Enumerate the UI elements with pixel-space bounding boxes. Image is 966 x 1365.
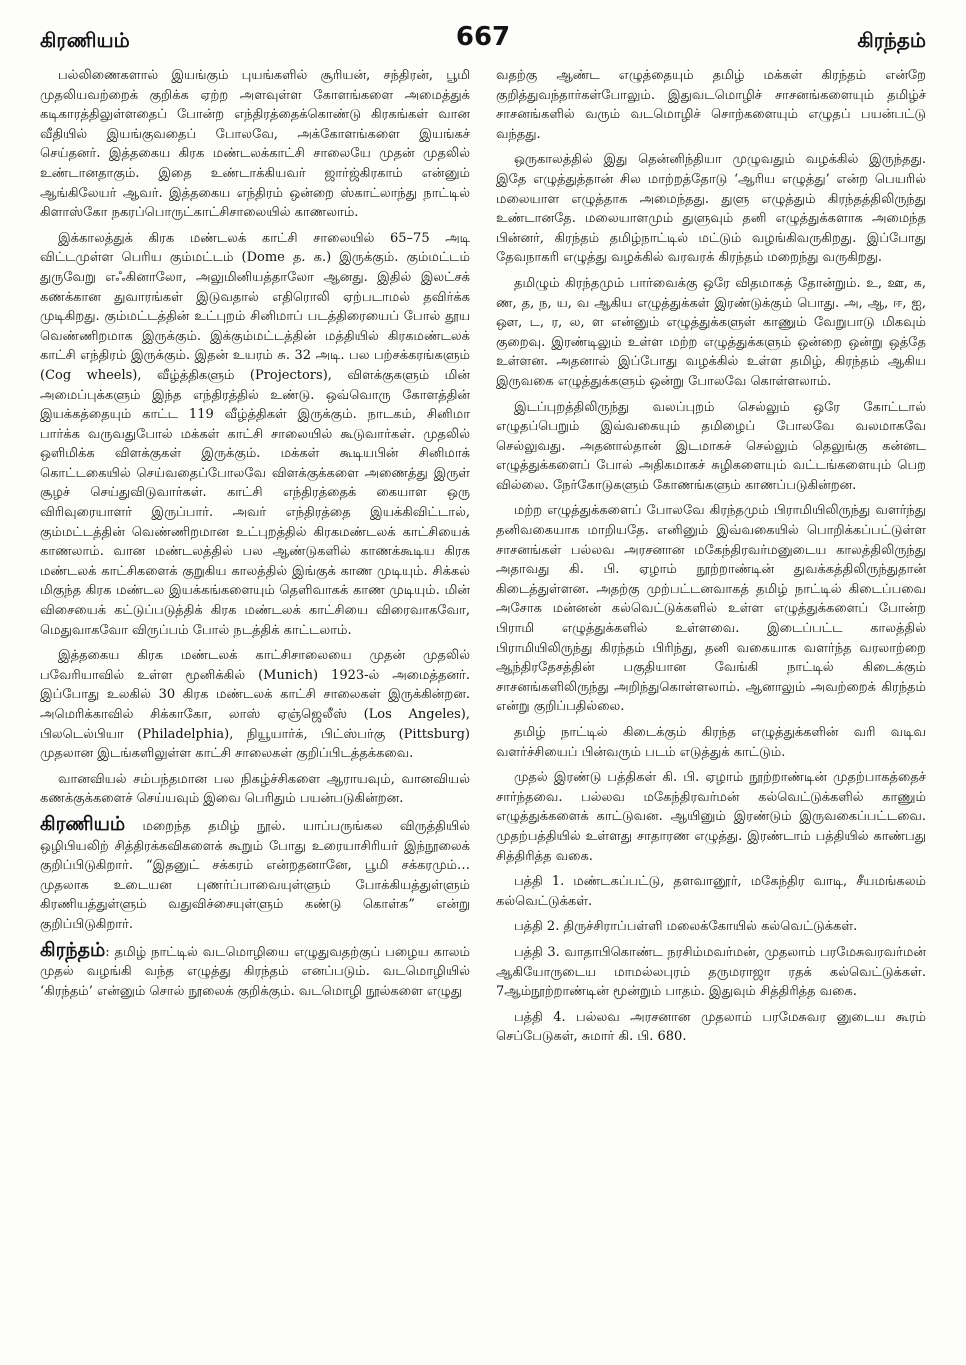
- page-header: [40, 22, 926, 62]
- paragraph: தமிழும் கிரந்தமும் பார்வைக்கு ஒரே விதமாகத் தோன்றும். உ, ஊ, க, ண, த, ந, ய, வ ஆகிய எழுத்துக்கள் இரண்டுக்கும் பொது. அ, ஆ, ஈ, ஐ, ஔ, ட, ர, ல, ள என்னும் எழுத்துக்களுள் காணும் வேறுபாடு மிகவும் குறைவு. இரண்டிலும் உள்ள மற்ற எழுத்துக்களும் ஒன்றை ஒன்று ஒத்தே உள்ளன. அதனால் இப்போது வழக்கில் உள்ள தமிழ், கிரந்தம் ஆகிய இருவகை எழுத்துக்களும் ஒன்று போலவே கொள்ளலாம்.: [496, 275, 926, 389]
- entry-headword: கிரந்தம்: [40, 938, 106, 961]
- paragraph: ஒருகாலத்தில் இது தென்னிந்தியா முழுவதும் வழக்கில் இருந்தது. இதே எழுத்துத்தான் சில மாற்றத்தோடு ‘ஆரிய எழுத்து’ என்ற பெயரில் மலையாள எழுத்தாக அமைந்தது. துளு எழுத்தும் கிரந்தத்திலிருந்து உண்டானதே. மலையாளமும் துளுவும் தனி எழுத்துக்களாக அமைந்த பின்னர், கிரந்தம் தமிழ்நாட்டில் மட்டும் வழங்கிவருகிறது. இப்போது தேவநாகரி எழுத்து வழக்கில் வரவரக் கிரந்தம் மறைந்து வருகிறது.: [496, 152, 926, 266]
- paragraph: பத்தி 2. திருச்சிராப்பள்ளி மலைக்கோயில் கல்வெட்டுக்கள்.: [514, 919, 858, 935]
- paragraph: இத்தகைய கிரக மண்டலக் காட்சிசாலையை முதன் முதலில் பவேரியாவில் உள்ள மூனிக்கில் (Munich) 1923-ல் அமைத்தனர். இப்போது உலகில் 30 கிரக மண்டலக் காட்சி சாலைகள் இருக்கின்றன. அமெரிக்காவில் சிக்காகோ, லாஸ் ஏஞ்ஜெலீஸ் (Los Angeles), பிலடெல்பியா (Philadelphia), நியூயார்க், பிட்ஸ்பர்கு (Pittsburg) முதலான இடங்களிலுள்ள காட்சி சாலைகள் குறிப்பிடத்தக்கவை.: [40, 648, 470, 762]
- page-number: 667: [455, 22, 511, 52]
- paragraph: பத்தி 4. பல்லவ அரசனான முதலாம் பரமேசுவர னுடைய கூரம் செப்பேடுகள், சுமார் கி. பி. 680.: [496, 1009, 926, 1045]
- paragraph: பல்லிணைகளால் இயங்கும் புயங்களில் சூரியன், சந்திரன், பூமி முதலியவற்றைக் குறிக்க ஏற்ற அளவுள்ள கோளங்களை அமைத்துக் கடிகாரத்திலுள்ளதைப் போன்ற எந்திரத்தைக்கொண்டு கிரகங்கள் வான வீதியில் இயங்குவதைப் போலவே, அக்கோளங்களை இயங்கச் செய்தனர். இத்தகைய கிரக மண்டலக்காட்சி சாலையே முதன் முதலில் உண்டானதாகும். இதை உண்டாக்கியவர் ஜார்ஜ்கிரகாம் என்னும் ஆங்கிலேயர் ஆவர். இத்தகைய எந்திரம் ஒன்றை ஸ்காட்லாந்து நாட்டில் கிளாஸ்கோ நகரப்பொருட்காட்சிசாலையில் காணலாம்.: [40, 68, 470, 221]
- running-head-left: கிரணியம்: [40, 28, 130, 52]
- entry-kirantham: [40, 938, 470, 1002]
- entry-text: மறைந்த தமிழ் நூல். யாப்பருங்கல விருத்தியில் ஒழிபியலிற் சித்திரக்கவிகளைக் கூறும் போது உரையாசிரியர் இந்நூலைக் குறிப்பிடுகிறார். “இதனுட் சக்கரம் என்றதனானே, பூமி சக்கரமும்… முதலாக உடையன புணர்ப்பாவையுள்ளும் போக்கியத்துள்ளும் கிரணியத்துள்ளும் வதுவிச்சையுள்ளும் கண்டு கொள்க” என்று குறிப்பிடுகிறார்.: [40, 818, 470, 932]
- paragraph: முதல் இரண்டு பத்திகள் கி. பி. ஏழாம் நூற்றாண்டின் முதற்பாகத்தைச் சார்ந்தவை. பல்லவ மகேந்திரவர்மன் கல்வெட்டுக்களில் காணும் எழுத்துக்களைக் காட்டுவன. ஆயினும் இரண்டும் இருவகைப்பட்டவை. முதற்பத்தியில் உள்ளது சாதாரண எழுத்து. இரண்டாம் பத்தியில் காண்பது சித்திரித்த வகை.: [496, 770, 926, 864]
- paragraph: வானவியல் சம்பந்தமான பல நிகழ்ச்சிகளை ஆராயவும், வானவியல் கணக்குக்களைச் செய்யவும் இவை பெரிதும் பயன்படுகின்றன.: [40, 771, 470, 807]
- paragraph: இக்காலத்துக் கிரக மண்டலக் காட்சி சாலையில் 65–75 அடி விட்டமுள்ள பெரிய கும்மட்டம் (Dome த. க.) இருக்கும். கும்மட்டம் துருவேறு எஃகினாலோ, அலுமினியத்தாலோ ஆனது. இதில் இலட்சக் கணக்கான துவாரங்கள் இடுவதால் எதிரொலி ஏற்படாமல் தவிர்க்க முடிகிறது. கும்மட்டத்தின் உட்புறம் சினிமாப் படத்திரையைப் போல் தூய வெண்ணிறமாக இருக்கும். இக்கும்மட்டத்தின் மத்தியில் கிரகமண்டலக் காட்சி எந்திரம் இருக்கும். இதன் உயரம் சு. 32 அடி. பல பற்சக்கரங்களும் (Cog wheels), வீழ்த்திகளும் (Projectors), விளக்குகளும் மின் அமைப்புக்களும் இந்த எந்திரத்தில் உண்டு. ஒவ்வொரு கோளத்தின் இயக்கத்தையும் காட்ட 119 வீழ்த்திகள் இருக்கும். நாடகம், சினிமா பார்க்க வருவதுபோல் மக்கள் காட்சி சாலையில் கூடுவார்கள். முதலில் ஒளிமிக்க விளக்குகள் இருக்கும். மக்கள் கூடியபின் சினிமாக் கொட்டகையில் செய்வதைப்போலவே விளக்குக்களை அணைத்து இருள் சூழச் செய்துவிடுவார்கள். காட்சி எந்திரத்தைக் கையாள ஒரு விரிவுரையாளர் இருப்பார். அவர் எந்திரத்தை இயக்கிவிட்டால், கும்மட்டத்தின் வெண்ணிறமான உட்புறத்தில் கிரகமண்டலக் காட்சியைக் காணலாம். வான மண்டலத்தில் பல ஆண்டுகளில் காணக்கூடிய கிரக மண்டலக் காட்சிகளைக் குறுகிய காலத்தில் இங்குக் காண முடியும். சிக்கல் மிகுந்த கிரக மண்டல இயக்கங்களையும் தெளிவாகக் காண முடியும். மின் விசையைக் கட்டுப்படுத்திக் கிரக மண்டலக் காட்சியை விரைவாகவோ, மெதுவாகவோ விருப்பம் போல் நடத்திக் காட்டலாம்.: [40, 230, 470, 638]
- paragraph: இடப்புறத்திலிருந்து வலப்புறம் செல்லும் ஒரே கோட்டால் எழுதப்பெறும் இவ்வகையும் தமிழைப் போலவே வலமாகவே செல்லுவது. அதனால்தான் இடமாகச் செல்லும் தெலுங்கு கன்னட எழுத்துக்களைப் போல் அதிகமாகச் சுழிகளையும் வட்டங்களையும் பெற வில்லை. நேர்கோடுகளும் கோணங்களும் காணப்படுகின்றன.: [496, 399, 926, 493]
- right-column: [496, 66, 926, 1053]
- entry-headword: கிரணியம்: [40, 812, 126, 835]
- paragraph: வதற்கு ஆண்ட எழுத்தையும் தமிழ் மக்கள் கிரந்தம் என்றே குறித்துவந்தார்கள்போலும். இதுவடமொழிச் சாசனங்களையும் தமிழ்ச் சாசனங்களில் வரும் வடமொழிச் சொற்களையும் எழுதப் பயன்பட்டு வந்தது.: [496, 68, 926, 142]
- paragraph: மற்ற எழுத்துக்களைப் போலவே கிரந்தமும் பிராமியிலிருந்து வளர்ந்து தனிவகையாக மாறியதே. எனினும் இவ்வகையில் பொறிக்கப்பட்டுள்ள சாசனங்கள் பல்லவ அரசனான மகேந்திரவர்மனுடைய காலத்திலிருந்து அதாவது கி. பி. ஏழாம் நூற்றாண்டின் துவக்கத்திலிருந்துதான் கிடைத்துள்ளன. அதற்கு முற்பட்டனவாகத் தமிழ் நாட்டில் கிடைப்பவை அசோக மன்னன் கல்வெட்டுக்களில் உள்ள எழுத்துக்களைப் போன்ற பிராமி எழுத்துக்களில் உள்ளவை. இடைப்பட்ட காலத்தில் பிராமியிலிருந்து கிரந்தம் பிரிந்து, தனி வகையாக வளர்ந்த வரலாற்றை ஆந்திரதேசத்தின் பகுதியான வேங்கி நாட்டில் கிடைக்கும் சாசனங்களிலிருந்து அறிந்துகொள்ளலாம். ஆனாலும் அவற்றைக் கிரந்தம் என்று குறிப்பதில்லை.: [496, 503, 926, 715]
- running-head-right: கிரந்தம்: [857, 28, 926, 52]
- paragraph: பத்தி 1. மண்டகப்பட்டு, தளவானூர், மகேந்திர வாடி, சீயமங்கலம் கல்வெட்டுக்கள்.: [496, 874, 926, 909]
- paragraph: தமிழ் நாட்டில் கிடைக்கும் கிரந்த எழுத்துக்களின் வரி வடிவ வளர்ச்சியைப் பின்வரும் படம் எடுத்துக் காட்டும்.: [496, 725, 926, 760]
- left-column: [40, 66, 470, 1053]
- entry-kiraniyam: [40, 812, 470, 935]
- paragraph: பத்தி 3. வாதாபிகொண்ட நரசிம்மவர்மன், முதலாம் பரமேசுவரவர்மன் ஆகியோருடைய மாமல்லபுரம் தருமராஜா ரதக் கல்வெட்டுக்கள். 7ஆம்நூற்றாண்டின் மூன்றும் பாதம். இதுவும் சித்திரித்த வகை.: [496, 944, 926, 1000]
- two-column-body: [40, 66, 926, 1053]
- entry-text: : தமிழ் நாட்டில் வடமொழியை எழுதுவதற்குப் பழைய காலம் முதல் வழங்கி வந்த எழுத்து கிரந்தம் எனப்படும். வடமொழியில் ‘கிரந்தம்’ என்னும் சொல் நூலைக் குறிக்கும். வடமொழி நூல்களை எழுது: [40, 944, 470, 999]
